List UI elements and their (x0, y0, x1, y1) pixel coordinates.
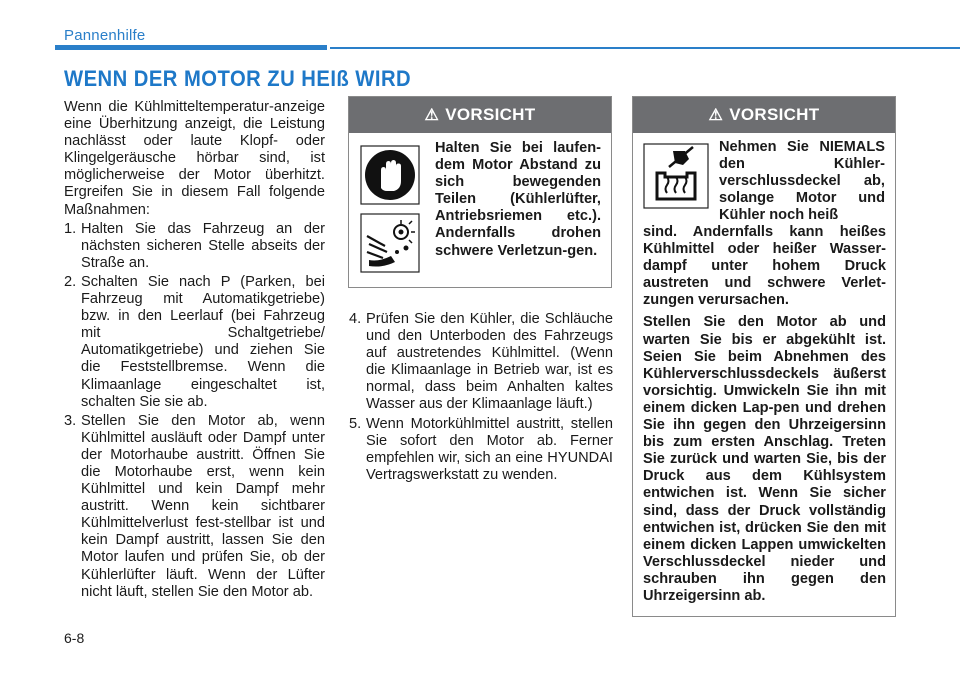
list-item: 4. Prüfen Sie den Kühler, die Schläuche und den Unterboden des Fahrzeugs auf austretendes Kühlmittel. (Wenn die Klimaanlage in Betrieb war, ist es normal, dass beim Anhalten kaltes Wasser aus der Klimaanlage läuft.) (349, 311, 613, 413)
caution-text-intro: Nehmen Sie NIEMALS den Kühler-verschlussdeckel ab, solange Motor und Kühler noch heiß (719, 139, 885, 224)
caution-text-body (643, 224, 886, 610)
list-item: 3. Stellen Sie den Motor ab, wenn Kühlmittel ausläuft oder Dampf unter der Motorhaube austritt. Öffnen Sie die Motorhaube erst, wenn kein Kühlmittel und kein Dampf mehr austritt. Wenn kein sichtbarer Kühlmittelverlust fest-stellbar ist und kein Dampf austritt, lassen Sie den Motor laufen und prüfen Sie, ob der Kühlerlüfter läuft. Wenn der Lüfter nicht läuft, stellen Sie den Motor ab. (64, 412, 325, 600)
caution-box-radiator-cap (632, 96, 896, 617)
no-hand-hot-radiator-icon (643, 143, 709, 214)
page-title: WENN DER MOTOR ZU HEIß WIRD (64, 66, 412, 91)
header-rule-thin (330, 47, 960, 49)
list-item: 5. Wenn Motorkühlmittel austritt, stellen Sie sofort den Motor ab. Ferner empfehlen wir, sich an eine HYUNDAI Vertragswerkstatt zu wenden. (349, 415, 613, 483)
warning-triangle-icon: ⚠ (424, 107, 440, 124)
caution-icons (359, 144, 421, 281)
warning-triangle-icon: ⚠ (708, 107, 724, 124)
steps-list-middle (349, 311, 613, 484)
caution-box-moving-parts (348, 96, 612, 288)
header-rule-thick (55, 45, 327, 50)
left-column (64, 99, 325, 603)
page-number: 6-8 (64, 630, 85, 646)
caution-header: ⚠ VORSICHT (349, 97, 611, 133)
list-item: 2. Schalten Sie nach P (Parken, bei Fahrzeug mit Automatikgetriebe) bzw. in den Leerlauf (bei Fahrzeug mit Schaltgetriebe/ Automatikgetriebe) und ziehen Sie die Feststellbremse. Wenn die Klimaanlage eingeschaltet ist, schalten Sie sie ab. (64, 273, 325, 410)
caution-text-instructions: Stellen Sie den Motor ab und warten Sie bis er abgekühlt ist. Seien Sie beim Abnehmen des Kühlerverschlussdeckels äußerst vorsichtig. Umwickeln Sie ihn mit einem dicken Lap-pen und drehen Sie ihn gegen den Uhrzeigersinn bis zum ersten Anschlag. Treten Sie zurück und warten Sie, bis der Druck aus dem Kühlsystem entwichen ist. Wenn Sie sicher sind, dass der Druck vollständig entwichen ist, drücken Sie den mit einem dicken Lappen umwickelten Verschlussdeckel nieder und schrauben ihn gegen den Uhrzeigersinn ab. (643, 314, 886, 604)
caution-header: ⚠ VORSICHT (633, 97, 895, 133)
steps-list-left (64, 221, 325, 601)
caution-text-continued: sind. Andernfalls kann heißes Kühlmittel oder heißer Wasser-dampf unter hohem Druck austreten und schwere Verlet-zungen verursachen. (643, 224, 886, 309)
caution-text: Halten Sie bei laufen-dem Motor Abstand zu sich bewegenden Teilen (Kühlerlüfter, Antriebsriemen etc.). Andernfalls drohen schwere Verletzun-gen. (435, 140, 601, 259)
list-item: 1. Halten Sie das Fahrzeug an der nächsten sicheren Stelle abseits der Straße an. (64, 220, 325, 271)
hand-stop-icon (361, 146, 419, 204)
intro-paragraph: Wenn die Kühlmitteltemperatur-anzeige eine Überhitzung anzeigt, die Leistung nachlässt oder laute Klopf- oder Klingelgeräusche hörbar sind, ist möglicherweise der Motor überhitzt. Ergreifen Sie in diesem Fall folgende Maßnahmen: (64, 99, 325, 218)
fan-belt-hazard-icon (361, 214, 419, 272)
section-label: Pannenhilfe (64, 27, 146, 44)
middle-column (349, 309, 613, 486)
